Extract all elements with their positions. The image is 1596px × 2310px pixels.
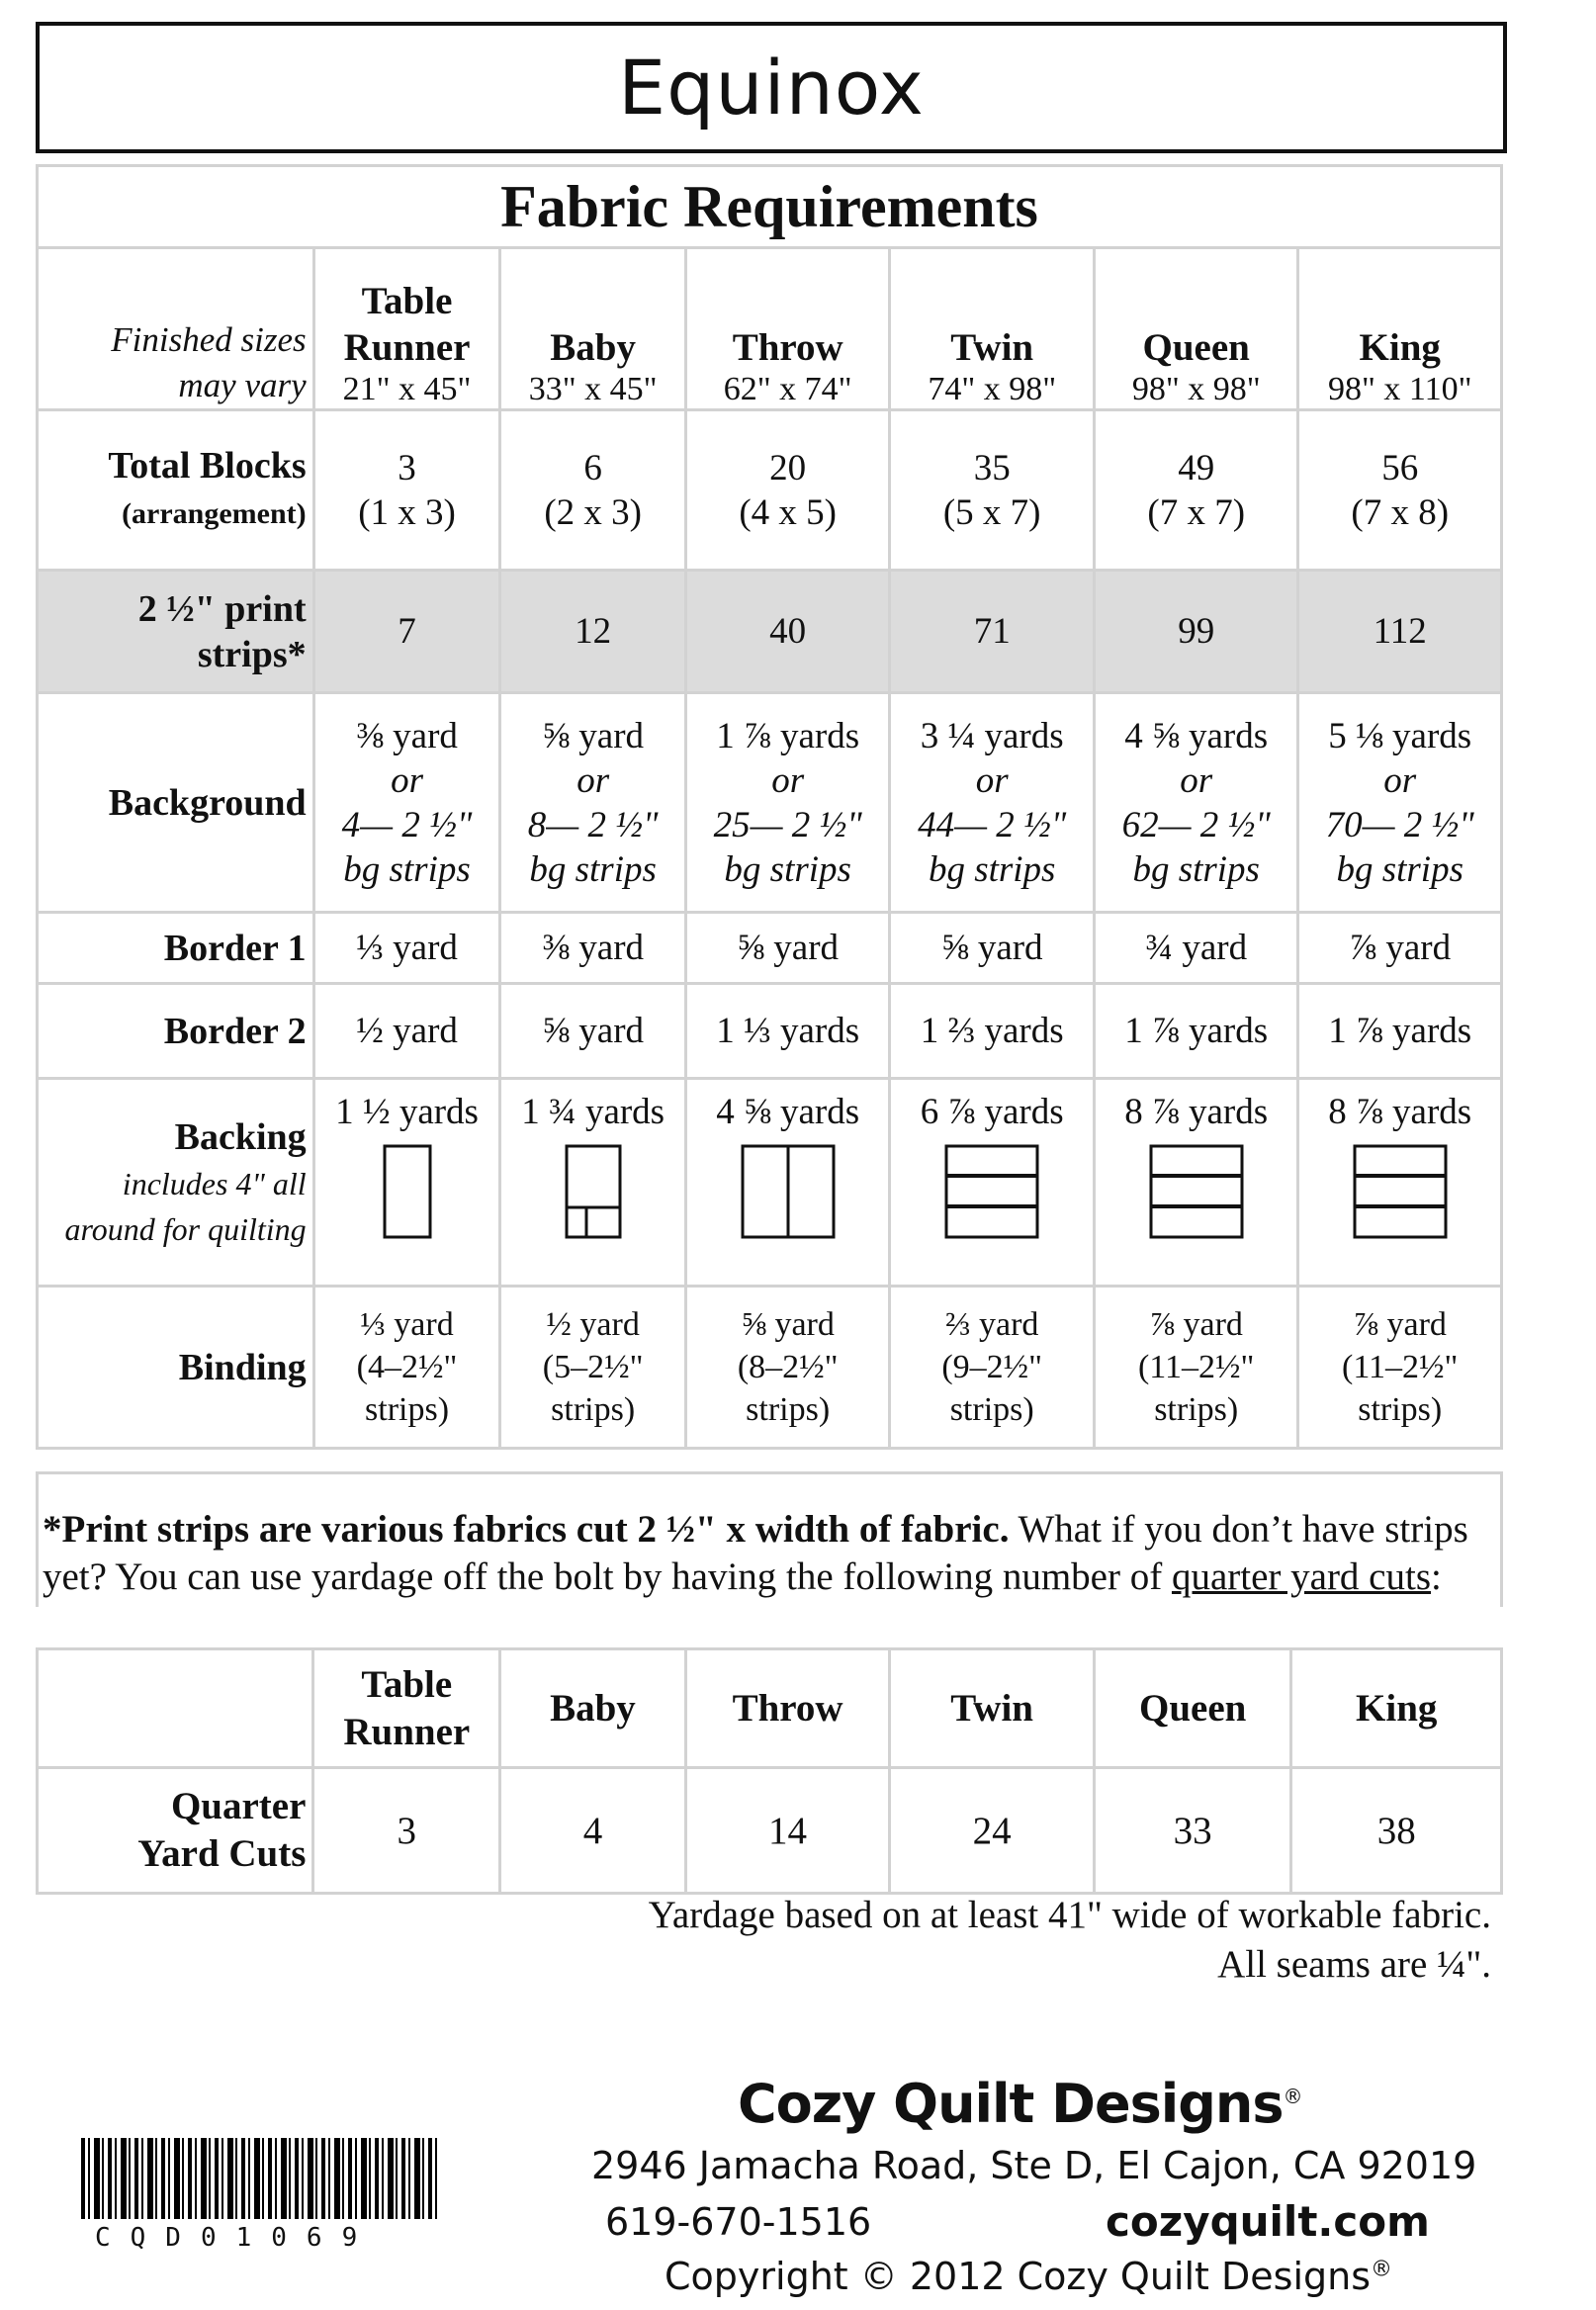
binding-cell: ½ yard (5–2½" strips) — [500, 1287, 686, 1449]
backing-one-panel-icon — [383, 1144, 432, 1239]
backing-cell: 8 ⅞ yards — [1094, 1079, 1298, 1287]
binding-cell: ⅝ yard (8–2½" strips) — [685, 1287, 890, 1449]
background-row — [38, 693, 1502, 913]
background-cell: 4 ⅝ yards or 62— 2 ½" bg strips — [1094, 693, 1298, 913]
barcode-number: CQD01069 — [95, 2223, 378, 2253]
quarter-cell: 3 — [313, 1768, 500, 1894]
border2-cell: ½ yard — [313, 984, 500, 1079]
quarter-header: Baby — [500, 1649, 686, 1768]
border2-cell: 1 ⅞ yards — [1094, 984, 1298, 1079]
blocks-cell: 35 (5 x 7) — [890, 410, 1094, 571]
finished-sizes-note: Finished sizes may vary — [38, 248, 314, 410]
binding-row — [38, 1287, 1502, 1449]
quarter-cell: 14 — [685, 1768, 890, 1894]
blocks-cell: 56 (7 x 8) — [1298, 410, 1502, 571]
quarter-header: Table Runner — [313, 1649, 500, 1768]
border1-cell: ⅞ yard — [1298, 913, 1502, 984]
border2-cell: ⅝ yard — [500, 984, 686, 1079]
border1-label: Border 1 — [38, 913, 314, 984]
backing-row — [38, 1079, 1502, 1287]
fabric-requirements-table — [36, 164, 1503, 1450]
backing-three-panel-icon — [1149, 1144, 1244, 1239]
quarter-cell: 38 — [1291, 1768, 1502, 1894]
quarter-row-label: Quarter Yard Cuts — [38, 1768, 313, 1894]
copyright-notice: Copyright © 2012 Cozy Quilt Designs® — [665, 2255, 1393, 2298]
background-cell: 1 ⅞ yards or 25— 2 ½" bg strips — [685, 693, 890, 913]
size-header-twin: Twin 74" x 98" — [890, 248, 1094, 410]
backing-cell: 1 ½ yards — [313, 1079, 500, 1287]
background-label: Background — [38, 693, 314, 913]
quarter-cell: 24 — [890, 1768, 1094, 1894]
border1-cell: ⅝ yard — [685, 913, 890, 984]
print-strips-row — [38, 571, 1502, 693]
quarter-header: King — [1291, 1649, 1502, 1768]
backing-three-panel-icon — [1353, 1144, 1448, 1239]
blocks-cell: 6 (2 x 3) — [500, 410, 686, 571]
binding-label: Binding — [38, 1287, 314, 1449]
quarter-header: Throw — [685, 1649, 890, 1768]
border1-cell: ¾ yard — [1094, 913, 1298, 984]
company-phone: 619-670-1516 — [605, 2200, 872, 2244]
backing-cell: 6 ⅞ yards — [890, 1079, 1094, 1287]
background-cell: ⅝ yard or 8— 2 ½" bg strips — [500, 693, 686, 913]
backing-three-panel-icon — [944, 1144, 1039, 1239]
background-cell: ⅜ yard or 4— 2 ½" bg strips — [313, 693, 500, 913]
print-strips-cell: 99 — [1094, 571, 1298, 693]
size-header-throw: Throw 62" x 74" — [685, 248, 890, 410]
quarter-yard-cuts-table — [36, 1647, 1503, 1895]
backing-cell: 4 ⅝ yards — [685, 1079, 890, 1287]
border2-label: Border 2 — [38, 984, 314, 1079]
border1-row — [38, 913, 1502, 984]
total-blocks-row — [38, 410, 1502, 571]
quarter-header: Twin — [890, 1649, 1094, 1768]
backing-pieced-panel-icon — [565, 1144, 622, 1239]
background-cell: 3 ¼ yards or 44— 2 ½" bg strips — [890, 693, 1094, 913]
backing-label: Backing includes 4" all around for quilting — [38, 1079, 314, 1287]
company-name: Cozy Quilt Designs® — [738, 2073, 1302, 2135]
blocks-cell: 3 (1 x 3) — [313, 410, 500, 571]
print-strips-cell: 71 — [890, 571, 1094, 693]
border2-row — [38, 984, 1502, 1079]
print-strips-cell: 12 — [500, 571, 686, 693]
barcode-image — [81, 2138, 437, 2219]
border2-cell: 1 ⅔ yards — [890, 984, 1094, 1079]
binding-cell: ⅓ yard (4–2½" strips) — [313, 1287, 500, 1449]
binding-cell: ⅞ yard (11–2½" strips) — [1094, 1287, 1298, 1449]
quarter-header: Queen — [1094, 1649, 1291, 1768]
border2-cell: 1 ⅞ yards — [1298, 984, 1502, 1079]
binding-cell: ⅞ yard (11–2½" strips) — [1298, 1287, 1502, 1449]
backing-two-panel-icon — [741, 1144, 836, 1239]
total-blocks-label: Total Blocks (arrangement) — [38, 410, 314, 571]
print-strips-cell: 7 — [313, 571, 500, 693]
backing-cell: 1 ¾ yards — [500, 1079, 686, 1287]
company-website[interactable]: cozyquilt.com — [1106, 2197, 1430, 2246]
print-strips-label: 2 ½" print strips* — [38, 571, 314, 693]
blocks-cell: 20 (4 x 5) — [685, 410, 890, 571]
backing-cell: 8 ⅞ yards — [1298, 1079, 1502, 1287]
background-cell: 5 ⅛ yards or 70— 2 ½" bg strips — [1298, 693, 1502, 913]
quarter-cell: 33 — [1094, 1768, 1291, 1894]
quarter-cell: 4 — [500, 1768, 686, 1894]
quarter-corner-cell — [38, 1649, 313, 1768]
border1-cell: ⅓ yard — [313, 913, 500, 984]
company-address: 2946 Jamacha Road, Ste D, El Cajon, CA 92019 — [591, 2144, 1477, 2187]
print-strips-cell: 40 — [685, 571, 890, 693]
print-strips-note: *Print strips are various fabrics cut 2 ½" x width of fabric. What if you don’t have strips yet? You can use yardage off the bolt by having the following number of quarter yard cuts: — [36, 1471, 1503, 1607]
size-header-baby: Baby 33" x 45" — [500, 248, 686, 410]
binding-cell: ⅔ yard (9–2½" strips) — [890, 1287, 1094, 1449]
border2-cell: 1 ⅓ yards — [685, 984, 890, 1079]
yardage-footnote: Yardage based on at least 41" wide of workable fabric. All seams are ¼". — [648, 1894, 1491, 1986]
fabric-requirements-heading: Fabric Requirements — [38, 166, 1502, 248]
size-header-table-runner: Table Runner 21" x 45" — [313, 248, 500, 410]
size-header-king: King 98" x 110" — [1298, 248, 1502, 410]
size-header-queen: Queen 98" x 98" — [1094, 248, 1298, 410]
border1-cell: ⅝ yard — [890, 913, 1094, 984]
border1-cell: ⅜ yard — [500, 913, 686, 984]
pattern-title: Equinox — [36, 22, 1507, 153]
print-strips-cell: 112 — [1298, 571, 1502, 693]
blocks-cell: 49 (7 x 7) — [1094, 410, 1298, 571]
